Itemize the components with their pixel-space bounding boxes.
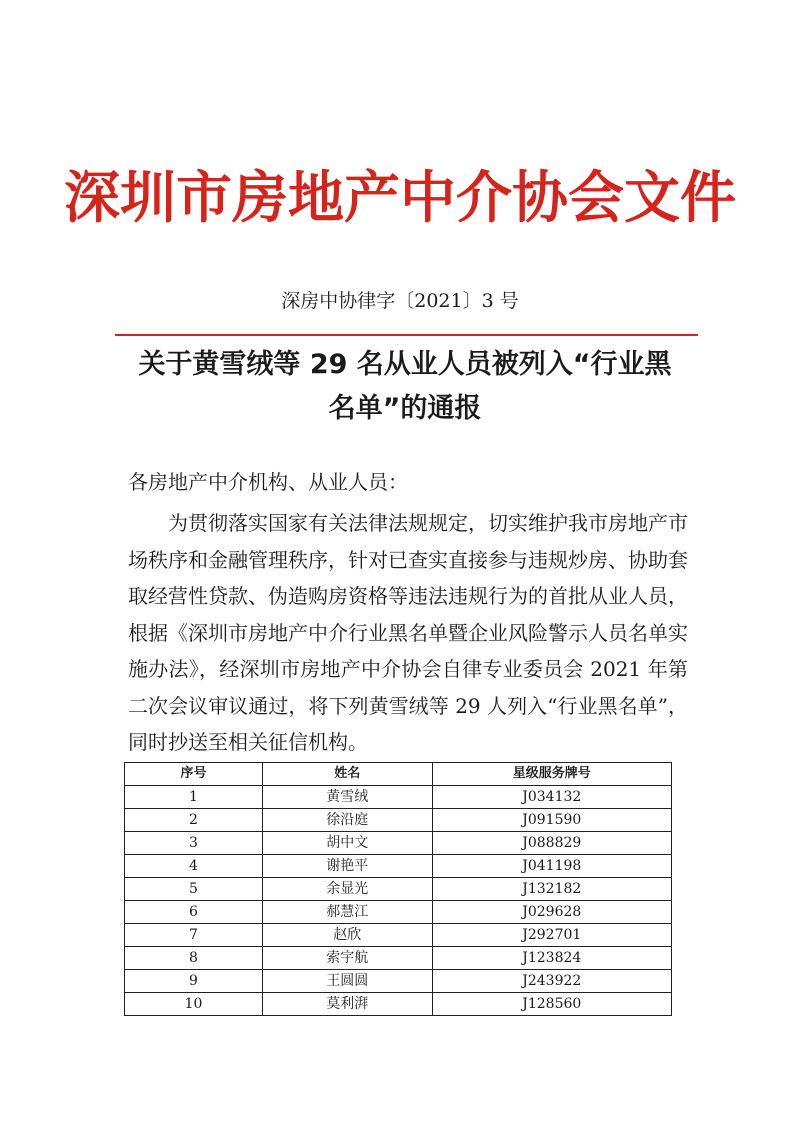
org-file-title: 深圳市房地产中介协会文件 xyxy=(64,165,736,231)
document-number: 深房中协律字〔2021〕3 号 xyxy=(281,290,519,312)
row-name: 谢艳平 xyxy=(262,855,432,878)
notice-title xyxy=(110,343,700,431)
table-row xyxy=(125,832,672,855)
table-row xyxy=(125,878,672,901)
row-service-code: J091590 xyxy=(432,809,671,832)
table-header-row xyxy=(125,763,672,786)
table-row xyxy=(125,924,672,947)
row-name: 莫利湃 xyxy=(262,993,432,1016)
row-index: 3 xyxy=(125,832,263,855)
row-index: 9 xyxy=(125,970,263,993)
row-index: 1 xyxy=(125,786,263,809)
row-index: 10 xyxy=(125,993,263,1016)
row-name: 胡中文 xyxy=(262,832,432,855)
column-header-index: 序号 xyxy=(125,763,263,786)
row-name: 索宇航 xyxy=(262,947,432,970)
table-row xyxy=(125,786,672,809)
column-header-name: 姓名 xyxy=(262,763,432,786)
table-row xyxy=(125,947,672,970)
row-service-code: J034132 xyxy=(432,786,671,809)
table-row xyxy=(125,993,672,1016)
row-index: 6 xyxy=(125,901,263,924)
notice-title-line-2: 名单”的通报 xyxy=(328,393,482,424)
blacklist-table xyxy=(124,762,672,1016)
row-name: 郝慧江 xyxy=(262,901,432,924)
row-name: 余显光 xyxy=(262,878,432,901)
table-row xyxy=(125,809,672,832)
row-service-code: J292701 xyxy=(432,924,671,947)
row-index: 7 xyxy=(125,924,263,947)
body-paragraph: 为贯彻落实国家有关法律法规规定，切实维护我市房地产市场秩序和金融管理秩序，针对已查实直接参与违规炒房、协助套取经营性贷款、伪造购房资格等违法违规行为的首批从业人员，根据《深圳市房地产中介行业黑名单暨企业风险警示人员名单实施办法》，经深圳市房地产中介协会自律专业委员会 2021 年第二次会议审议通过，将下列黄雪绒等 29 人列入“行业黑名单”，同时抄送至相关征信机构。 xyxy=(128,511,688,754)
row-index: 2 xyxy=(125,809,263,832)
row-service-code: J041198 xyxy=(432,855,671,878)
row-index: 8 xyxy=(125,947,263,970)
row-service-code: J123824 xyxy=(432,947,671,970)
red-divider-line xyxy=(115,334,698,336)
row-name: 赵欣 xyxy=(262,924,432,947)
salutation: 各房地产中介机构、从业人员： xyxy=(128,470,408,494)
row-name: 王圆圆 xyxy=(262,970,432,993)
row-index: 5 xyxy=(125,878,263,901)
row-service-code: J243922 xyxy=(432,970,671,993)
row-service-code: J132182 xyxy=(432,878,671,901)
blacklist-table-wrapper xyxy=(124,762,672,1016)
row-name: 黄雪绒 xyxy=(262,786,432,809)
table-row xyxy=(125,970,672,993)
row-service-code: J029628 xyxy=(432,901,671,924)
row-service-code: J128560 xyxy=(432,993,671,1016)
row-service-code: J088829 xyxy=(432,832,671,855)
table-row xyxy=(125,855,672,878)
column-header-service-code: 星级服务牌号 xyxy=(432,763,671,786)
row-name: 徐沿庭 xyxy=(262,809,432,832)
table-row xyxy=(125,901,672,924)
row-index: 4 xyxy=(125,855,263,878)
notice-title-line-1: 关于黄雪绒等 29 名从业人员被列入“行业黑 xyxy=(138,349,672,380)
